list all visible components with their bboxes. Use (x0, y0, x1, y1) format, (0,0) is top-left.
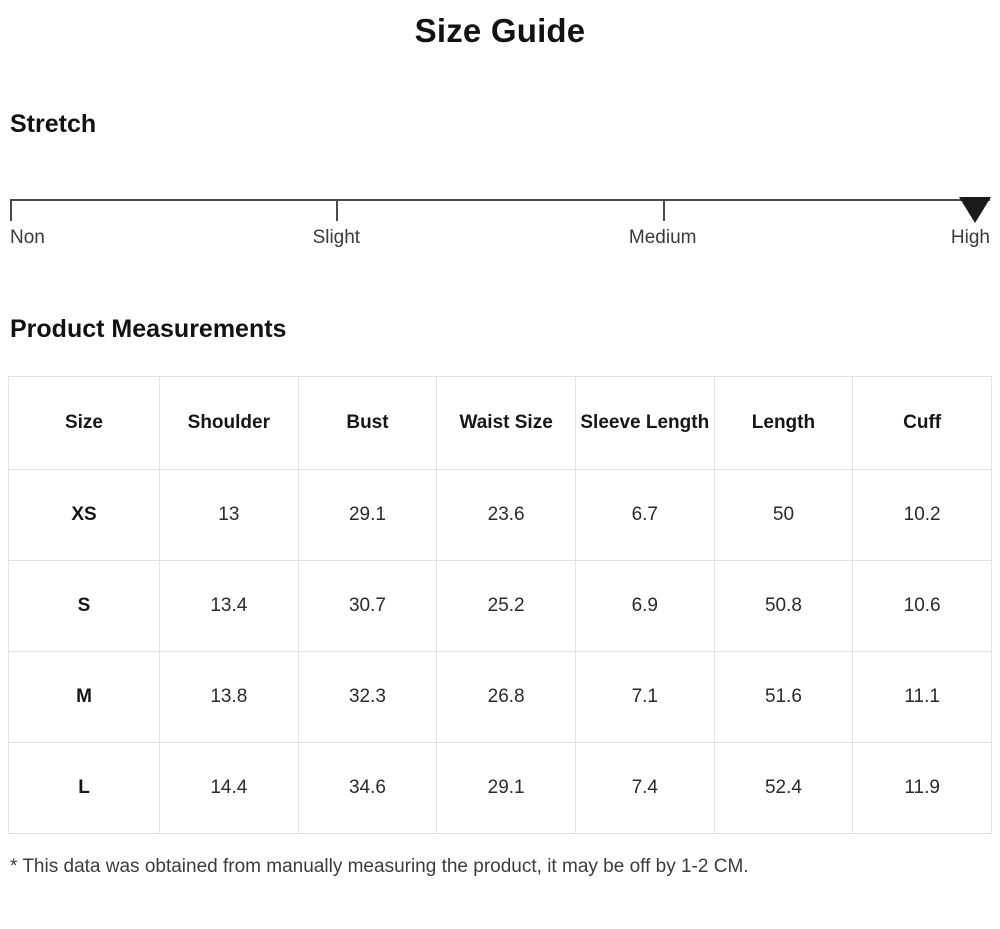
column-header-shoulder: Shoulder (160, 377, 299, 470)
scale-tick-slight (336, 199, 338, 221)
cell-shoulder: 13.4 (160, 561, 299, 652)
cell-size: S (9, 561, 160, 652)
cell-cuff: 10.2 (853, 470, 992, 561)
scale-tick-non (10, 199, 12, 221)
stretch-label-high: High (950, 227, 990, 248)
cell-cuff: 11.1 (853, 652, 992, 743)
stretch-scale-axis (10, 179, 990, 223)
cell-length: 52.4 (714, 743, 853, 834)
measurement-footnote: * This data was obtained from manually measuring the product, it may be off by 1-2 CM. (10, 856, 749, 877)
table-header-row (9, 377, 992, 470)
stretch-level-marker-icon (959, 197, 991, 223)
cell-sleeve: 6.7 (575, 470, 714, 561)
cell-sleeve: 7.1 (575, 652, 714, 743)
cell-waist: 26.8 (437, 652, 576, 743)
stretch-label-non: Non (10, 227, 45, 248)
product-measurements-table (8, 376, 992, 834)
table-row (9, 652, 992, 743)
measurements-section-heading: Product Measurements (10, 315, 287, 343)
stretch-scale-labels (10, 227, 990, 253)
column-header-size: Size (9, 377, 160, 470)
cell-waist: 25.2 (437, 561, 576, 652)
size-guide-page (0, 12, 1000, 929)
cell-bust: 30.7 (298, 561, 437, 652)
scale-line (10, 199, 990, 201)
cell-length: 50 (714, 470, 853, 561)
cell-bust: 32.3 (298, 652, 437, 743)
cell-cuff: 11.9 (853, 743, 992, 834)
cell-size: M (9, 652, 160, 743)
table-row (9, 470, 992, 561)
cell-length: 50.8 (714, 561, 853, 652)
scale-tick-medium (663, 199, 665, 221)
cell-sleeve: 6.9 (575, 561, 714, 652)
column-header-length: Length (714, 377, 853, 470)
cell-shoulder: 13.8 (160, 652, 299, 743)
cell-shoulder: 14.4 (160, 743, 299, 834)
stretch-section-heading: Stretch (10, 110, 97, 138)
cell-bust: 29.1 (298, 470, 437, 561)
cell-sleeve: 7.4 (575, 743, 714, 834)
stretch-scale (10, 179, 990, 253)
cell-waist: 23.6 (437, 470, 576, 561)
cell-size: XS (9, 470, 160, 561)
stretch-label-slight: Slight (312, 227, 361, 248)
cell-bust: 34.6 (298, 743, 437, 834)
cell-size: L (9, 743, 160, 834)
column-header-waist-size: Waist Size (437, 377, 576, 470)
cell-shoulder: 13 (160, 470, 299, 561)
column-header-sleeve-length: Sleeve Length (575, 377, 714, 470)
cell-waist: 29.1 (437, 743, 576, 834)
table-row (9, 743, 992, 834)
page-title: Size Guide (414, 12, 586, 49)
stretch-label-medium: Medium (628, 227, 697, 248)
cell-length: 51.6 (714, 652, 853, 743)
table-row (9, 561, 992, 652)
column-header-bust: Bust (298, 377, 437, 470)
column-header-cuff: Cuff (853, 377, 992, 470)
cell-cuff: 10.6 (853, 561, 992, 652)
